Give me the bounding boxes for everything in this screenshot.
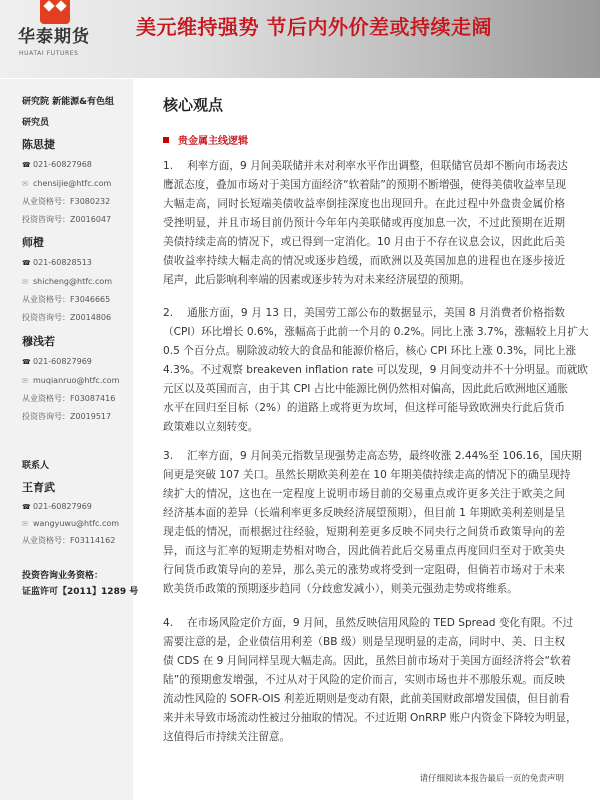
phone-icon: ☎ [22,161,31,169]
researcher-license: 从业资格号：F03087416 [22,394,116,403]
paragraph-line [163,671,565,690]
paragraph-line [163,580,565,599]
paragraph-line [163,271,565,290]
researcher-phone [22,258,92,268]
line-text: 陆”的预期愈发增强，不过从对于风险的定价而言，实则市场也并不那般乐观。而反映 [163,674,565,686]
paragraph-line [163,195,565,214]
paragraph [163,304,589,437]
paragraph-line [163,399,565,418]
paragraph-line [163,728,565,747]
line-text: 需要注意的是，企业债信用利差（BB 级）则是呈现明显的走高，同时中、美、日主权 [163,636,565,648]
line-text: 间更是突破 107 关口。虽然长期欧美利差在 10 年期美债持续走高的情况下的确呈现持 [163,469,571,481]
researcher-license: 从业资格号：F3080232 [22,197,111,206]
phone-text: 021-60827969 [33,357,92,366]
huatai-logo [18,0,88,60]
paragraph-line [163,214,565,233]
line-text: 美债持续走高的情况下，或已得到一定消化。10 月由于不存在议息会议，因此此后美 [163,236,565,248]
line-text: 元区以及英国而言，由于其 CPI 占比中能源比例仍然相对偏高，因此此后欧洲地区通胀 [163,383,569,395]
paragraph-line [163,652,572,671]
phone-text: 021-60827969 [33,502,92,511]
paragraph-line [163,466,571,485]
line-text: 异，而这与汇率的短期走势相对吻合，因此倘若此后交易重点再度回归至对于欧美央 [163,545,565,557]
researcher-advisor-number: 投资咨询号：Z0014806 [22,313,112,322]
paragraph-number: 3. [163,450,174,462]
mail-icon: ✉ [22,377,28,385]
line-text: 债 CDS 在 9 月间同样呈现大幅走高。因此，虽然目前市场对于美国方面经济将会“软着 [163,655,572,667]
line-text: 这值得后市持续关注留意。 [163,731,291,743]
phone-icon: ☎ [22,259,31,267]
paragraph [163,447,582,599]
paragraph-number: 4. [163,617,174,629]
email-text: muqianruo@htfc.com [33,376,120,385]
logo-text: 华泰期货 [18,27,90,47]
paragraph-line [163,380,569,399]
researcher-phone [22,357,92,367]
line-text: 续扩大的情况，这也在一定程度上说明市场目前的交易重点或许更多关注于欧美之间 [163,488,565,500]
report-header [0,0,600,78]
researcher-email[interactable] [22,376,119,386]
line-text: （CPI）环比增长 0.6%，涨幅高于此前一个月的 0.2%。同比上涨 3.7%，涨幅较上月扩大 [163,326,589,338]
line-text: 利率方面，9 月间美联储并未对利率水平作出调整，但联储官员却不断向市场表达 [187,160,568,172]
paragraph-line [163,690,570,709]
line-text: 鹰派态度，叠加市场对于美国方面经济“软着陆”的预期不断增强，使得美债收益率呈现 [163,179,566,191]
email-text: wangyuwu@htfc.com [33,519,120,528]
paragraph-line [163,614,574,633]
email-text: shicheng@htfc.com [33,277,113,286]
paragraph [163,157,568,290]
qualification-number: 证监许可【2011】1289 号 [22,587,139,597]
department: 研究院 新能源&有色组 [22,97,114,107]
line-text: 汇率方面，9 月间美元指数呈现强势走高态势，最终收涨 2.44%至 106.16，国庆期 [187,450,582,462]
paragraph-line [163,233,565,252]
disclaimer-note: 请仔细阅读本报告最后一页的免责声明 [419,774,564,784]
line-text: 受挫明显，并且市场目前仍预计今年年内美联储或再度加息一次，不过此预期在近期 [163,217,565,229]
subsection-title [163,132,248,147]
paragraph-line [163,542,565,561]
paragraph-line [163,523,565,542]
line-text: 政策难以立刻转变。 [163,421,259,433]
line-text: 行间货币政策导向的差异，那么美元的涨势或将受到一定阻碍，但倘若市场对于未来 [163,564,565,576]
paragraph-line [163,176,565,195]
contact-label: 联系人 [22,461,50,471]
researcher-email[interactable] [22,277,112,287]
email-text: chensijie@htfc.com [33,179,112,188]
researcher-advisor-number: 投资咨询号：Z0019517 [22,412,112,421]
mail-icon: ✉ [22,180,28,188]
line-text: 0.5 个百分点。剔除波动较大的食品和能源价格后，核心 CPI 环比上涨 0.3%，同比上涨 [163,345,577,357]
researcher-name: 师橙 [22,236,44,249]
line-text: 大幅走高，同时长短端美债收益率倒挂深度也出现回升。在此过程中外盘贵金属价格 [163,198,565,210]
researcher-name: 陈思捷 [22,138,55,151]
line-text: 水平在回归至目标（2%）的道路上或将更为坎坷，但这样可能导致欧洲央行此后货币 [163,402,565,414]
logo-mark-icon [40,0,70,24]
qualification-label: 投资咨询业务资格： [22,571,104,581]
paragraph-number: 2. [163,307,174,319]
logo-subtext: HUATAI FUTURES [19,50,79,57]
researcher-email[interactable] [22,179,111,189]
line-text: 4.3%。不过观察 breakeven inflation rate 可以发现，9 月间变动并不十分明显。而就欧 [163,364,589,376]
contact-phone [22,502,92,512]
contact-license: 从业资格号：F03114162 [22,536,116,545]
phone-text: 021-60827968 [33,160,92,169]
paragraph [163,614,577,747]
subsection-text: 贵金属主线逻辑 [178,136,248,147]
paragraph-line [163,157,568,176]
phone-icon: ☎ [22,358,31,366]
paragraph-line [163,447,582,466]
paragraph-line [163,633,565,652]
paragraph-line [163,304,565,323]
line-text: 现走低的情况，而根据过往经验，短期利差更多反映不同央行之间货币政策导向的差 [163,526,565,538]
paragraph-number: 1. [163,160,174,172]
phone-icon: ☎ [22,503,31,511]
mail-icon: ✉ [22,520,28,528]
mail-icon: ✉ [22,278,28,286]
square-bullet-icon [163,137,169,143]
section-heading: 核心观点 [163,96,224,114]
paragraph-line [163,418,565,437]
paragraph-line [163,323,589,342]
researcher-advisor-number: 投资咨询号：Z0016047 [22,215,112,224]
researcher-name: 穆浅若 [22,335,55,348]
contact-name: 王育武 [22,481,55,494]
line-text: 通胀方面，9 月 13 日，美国劳工部公布的数据显示，美国 8 月消费者价格指数 [187,307,565,319]
line-text: 尾声，此后影响利率端的因素或逐步转为对未来经济展望的预期。 [163,274,471,286]
report-title: 美元维持强势 节后内外价差或持续走阔 [136,15,492,39]
phone-text: 021-60828513 [33,258,92,267]
line-text: 在市场风险定价方面，9 月间，虽然反映信用风险的 TED Spread 变化有限。不过 [187,617,574,629]
paragraph-line [163,342,577,361]
paragraph-line [163,361,589,380]
line-text: 经济基本面的差异（长端利率更多反映经济展望预期），但目前 1 年期欧美利差则是呈 [163,507,565,519]
paragraph-line [163,709,577,728]
researcher-phone [22,160,92,170]
researcher-label: 研究员 [22,118,50,128]
paragraph-line [163,561,565,580]
paragraph-line [163,504,565,523]
paragraph-line [163,485,565,504]
line-text: 债收益率持续大幅走高的情况或逐步趋缓，而欧洲以及英国加息的进程也在逐步接近 [163,255,565,267]
paragraph-line [163,252,565,271]
researcher-license: 从业资格号：F3046665 [22,295,111,304]
contact-email[interactable] [22,519,119,529]
line-text: 欧美货币政策的预期逐步趋同（分歧愈发减小），则美元强劲走势或将维系。 [163,583,518,595]
line-text: 流动性风险的 SOFR-OIS 利差近期则是变动有限，此前美国财政部增发国债，但目前看 [163,693,570,705]
line-text: 来并未导致市场流动性被过分抽取的情况。不过近期 OnRRP 账户内资金下降较为明显， [163,712,577,724]
